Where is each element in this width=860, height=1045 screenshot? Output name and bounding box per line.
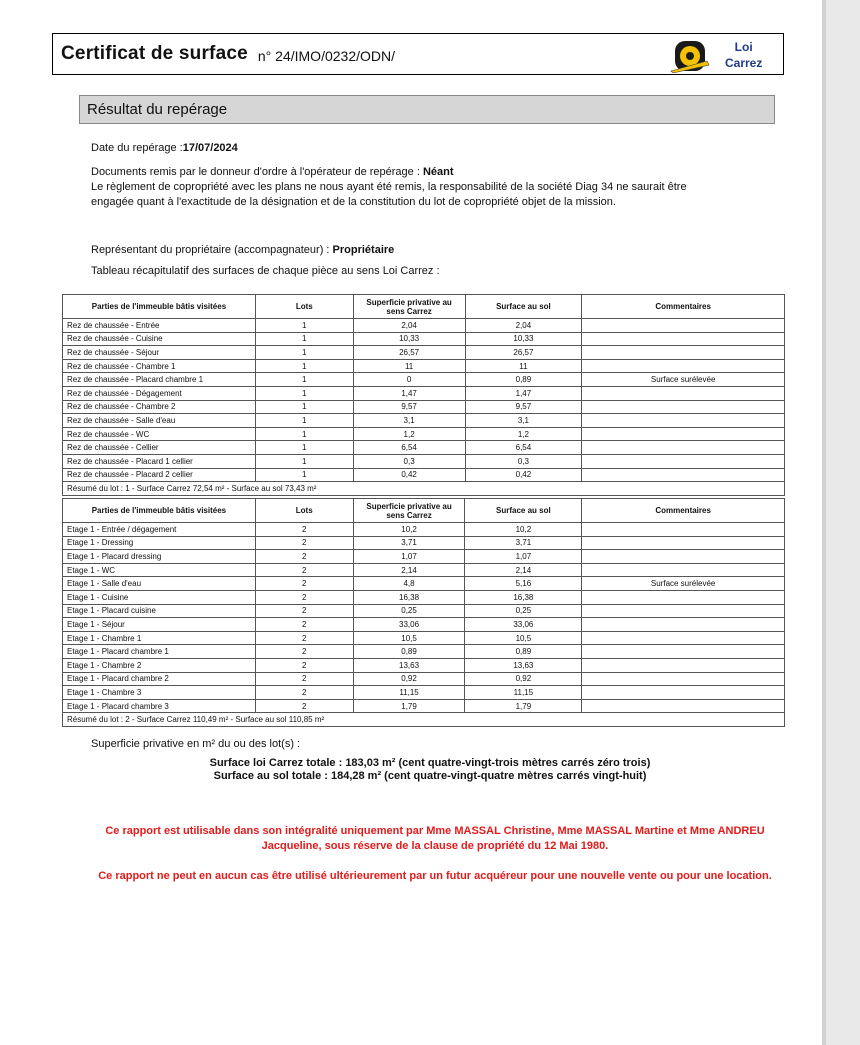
surfaces-table-lot-2 — [62, 498, 785, 727]
cell-lot: 2 — [255, 658, 353, 672]
reglement-line-1: Le règlement de copropriété avec les plans ne nous ayant été remis, la responsabilité de la société Diag 34 ne saurait être — [91, 181, 687, 193]
cell-lot: 2 — [255, 563, 353, 577]
cell-sol: 16,38 — [465, 590, 582, 604]
logo-line-1: Loi — [734, 40, 753, 54]
logo-line-2: Carrez — [725, 56, 763, 70]
cell-commentaire — [582, 454, 785, 468]
cell-sol: 1,2 — [465, 427, 582, 441]
cell-carrez: 2,14 — [353, 563, 465, 577]
table-row — [63, 319, 785, 333]
cell-lot: 2 — [255, 686, 353, 700]
cell-lot: 2 — [255, 699, 353, 713]
header-superficie-carrez: Superficie privative au sens Carrez — [353, 295, 465, 319]
cell-partie: Etage 1 - Séjour — [63, 618, 256, 632]
cell-sol: 11 — [465, 359, 582, 373]
table-row — [63, 577, 785, 591]
cell-commentaire — [582, 672, 785, 686]
cell-commentaire — [582, 550, 785, 564]
cell-carrez: 1,07 — [353, 550, 465, 564]
header-parties: Parties de l'immeuble bâtis visitées — [63, 499, 256, 523]
header-commentaires: Commentaires — [582, 499, 785, 523]
cell-carrez: 10,33 — [353, 332, 465, 346]
cell-carrez: 11 — [353, 359, 465, 373]
cell-commentaire — [582, 590, 785, 604]
cell-partie: Etage 1 - Placard cuisine — [63, 604, 256, 618]
cell-commentaire — [582, 699, 785, 713]
lot-1-summary-row — [63, 482, 785, 496]
superficie-intro: Superficie privative en m² du ou des lot(s) : — [91, 738, 301, 750]
cell-lot: 1 — [255, 414, 353, 428]
cell-commentaire: Surface surélevée — [582, 373, 785, 387]
tape-measure-icon — [669, 37, 721, 73]
table-row — [63, 468, 785, 482]
representant-label: Représentant du propriétaire (accompagnateur) : — [91, 244, 333, 256]
certificate-title: Certificat de surface — [61, 43, 248, 64]
cell-commentaire — [582, 645, 785, 659]
cell-partie: Rez de chaussée - Séjour — [63, 346, 256, 360]
cell-commentaire: Surface surélevée — [582, 577, 785, 591]
cell-commentaire — [582, 536, 785, 550]
table-row — [63, 563, 785, 577]
cell-lot: 2 — [255, 631, 353, 645]
cell-partie: Rez de chaussée - WC — [63, 427, 256, 441]
documents-paragraph — [91, 165, 687, 210]
cell-carrez: 4,8 — [353, 577, 465, 591]
cell-sol: 9,57 — [465, 400, 582, 414]
header-commentaires: Commentaires — [582, 295, 785, 319]
cell-lot: 1 — [255, 386, 353, 400]
date-value: 17/07/2024 — [182, 142, 238, 154]
cell-carrez: 13,63 — [353, 658, 465, 672]
cell-partie: Rez de chaussée - Cellier — [63, 441, 256, 455]
cell-lot: 1 — [255, 427, 353, 441]
cell-partie: Etage 1 - Dressing — [63, 536, 256, 550]
table-row — [63, 454, 785, 468]
table-row — [63, 427, 785, 441]
cell-partie: Etage 1 - Chambre 1 — [63, 631, 256, 645]
cell-sol: 11,15 — [465, 686, 582, 700]
loi-carrez-logo — [669, 37, 773, 73]
cell-commentaire — [582, 332, 785, 346]
lot-2-rows — [63, 523, 785, 713]
surfaces-table-lot-1 — [62, 294, 785, 496]
cell-carrez: 0,92 — [353, 672, 465, 686]
cell-carrez: 3,71 — [353, 536, 465, 550]
cell-partie: Rez de chaussée - Placard chambre 1 — [63, 373, 256, 387]
cell-lot: 1 — [255, 346, 353, 360]
cell-commentaire — [582, 631, 785, 645]
cell-commentaire — [582, 386, 785, 400]
cell-lot: 1 — [255, 400, 353, 414]
table-row — [63, 645, 785, 659]
cell-commentaire — [582, 427, 785, 441]
cell-carrez: 0 — [353, 373, 465, 387]
table-row — [63, 346, 785, 360]
cell-partie: Etage 1 - Placard chambre 1 — [63, 645, 256, 659]
cell-sol: 1,47 — [465, 386, 582, 400]
date-label: Date du repérage : — [91, 142, 183, 154]
certificate-header — [52, 33, 784, 75]
cell-sol: 0,89 — [465, 645, 582, 659]
cell-carrez: 10,5 — [353, 631, 465, 645]
cell-commentaire — [582, 618, 785, 632]
cell-lot: 2 — [255, 523, 353, 537]
cell-sol: 0,42 — [465, 468, 582, 482]
reglement-line-2: engagée quant à l'exactitude de la désignation et de la constitution du lot de copropriété objet de la mission. — [91, 196, 616, 208]
cell-sol: 2,04 — [465, 319, 582, 333]
cell-carrez: 1,47 — [353, 386, 465, 400]
cell-partie: Etage 1 - Salle d'eau — [63, 577, 256, 591]
cell-lot: 2 — [255, 604, 353, 618]
cell-partie: Rez de chaussée - Salle d'eau — [63, 414, 256, 428]
cell-sol: 1,79 — [465, 699, 582, 713]
cell-sol: 10,2 — [465, 523, 582, 537]
table-row — [63, 604, 785, 618]
cell-carrez: 9,57 — [353, 400, 465, 414]
cell-lot: 2 — [255, 550, 353, 564]
scrollbar-strip — [822, 0, 860, 1045]
cell-carrez: 3,1 — [353, 414, 465, 428]
cell-carrez: 10,2 — [353, 523, 465, 537]
restriction-warning: Ce rapport ne peut en aucun cas être utilisé ultérieurement par un futur acquéreur pour une nouvelle vente ou pour une location. — [98, 870, 772, 882]
cell-sol: 5,16 — [465, 577, 582, 591]
cell-partie: Etage 1 - Chambre 3 — [63, 686, 256, 700]
cell-commentaire — [582, 319, 785, 333]
table-row — [63, 672, 785, 686]
cell-sol: 13,63 — [465, 658, 582, 672]
cell-lot: 2 — [255, 577, 353, 591]
cell-lot: 1 — [255, 359, 353, 373]
lot-2-summary-row — [63, 713, 785, 727]
cell-carrez: 0,25 — [353, 604, 465, 618]
cell-partie: Rez de chaussée - Chambre 1 — [63, 359, 256, 373]
lot-1-rows — [63, 319, 785, 482]
cell-partie: Etage 1 - Entrée / dégagement — [63, 523, 256, 537]
cell-sol: 6,54 — [465, 441, 582, 455]
cell-lot: 2 — [255, 618, 353, 632]
cell-sol: 0,89 — [465, 373, 582, 387]
table-row — [63, 523, 785, 537]
cell-lot: 2 — [255, 590, 353, 604]
table-row — [63, 536, 785, 550]
cell-commentaire — [582, 563, 785, 577]
totals-block — [0, 757, 860, 783]
cell-sol: 33,06 — [465, 618, 582, 632]
cell-lot: 1 — [255, 441, 353, 455]
cell-partie: Etage 1 - Cuisine — [63, 590, 256, 604]
cell-sol: 2,14 — [465, 563, 582, 577]
cell-sol: 0,25 — [465, 604, 582, 618]
total-carrez: Surface loi Carrez totale : 183,03 m² (cent quatre-vingt-trois mètres carrés zéro trois) — [209, 757, 651, 769]
cell-sol: 10,33 — [465, 332, 582, 346]
cell-carrez: 0,89 — [353, 645, 465, 659]
table-row — [63, 686, 785, 700]
cell-carrez: 16,38 — [353, 590, 465, 604]
cell-lot: 1 — [255, 468, 353, 482]
table-header-row — [63, 295, 785, 319]
header-lots: Lots — [255, 499, 353, 523]
representant-line — [91, 243, 394, 258]
table-row — [63, 359, 785, 373]
cell-commentaire — [582, 604, 785, 618]
cell-partie: Etage 1 - WC — [63, 563, 256, 577]
cell-lot: 1 — [255, 319, 353, 333]
cell-carrez: 26,57 — [353, 346, 465, 360]
cell-lot: 2 — [255, 672, 353, 686]
table-row — [63, 332, 785, 346]
header-surface-sol: Surface au sol — [465, 295, 582, 319]
table-row — [63, 386, 785, 400]
cell-carrez: 33,06 — [353, 618, 465, 632]
cell-commentaire — [582, 359, 785, 373]
header-lots: Lots — [255, 295, 353, 319]
cell-partie: Etage 1 - Chambre 2 — [63, 658, 256, 672]
table-row — [63, 373, 785, 387]
table-row — [63, 699, 785, 713]
cell-lot: 1 — [255, 454, 353, 468]
table-row — [63, 441, 785, 455]
total-sol: Surface au sol totale : 184,28 m² (cent quatre-vingt-quatre mètres carrés vingt-huit) — [213, 770, 647, 782]
cell-partie: Etage 1 - Placard dressing — [63, 550, 256, 564]
cell-sol: 3,71 — [465, 536, 582, 550]
cell-carrez: 0,3 — [353, 454, 465, 468]
section-title: Résultat du repérage — [79, 95, 775, 124]
table-row — [63, 631, 785, 645]
cell-sol: 3,1 — [465, 414, 582, 428]
date-line — [91, 141, 238, 156]
certificate-number: n° 24/IMO/0232/ODN/ — [257, 48, 395, 64]
cell-commentaire — [582, 441, 785, 455]
table-row — [63, 618, 785, 632]
cell-carrez: 2,04 — [353, 319, 465, 333]
cell-lot: 2 — [255, 645, 353, 659]
cell-commentaire — [582, 523, 785, 537]
cell-carrez: 0,42 — [353, 468, 465, 482]
header-surface-sol: Surface au sol — [465, 499, 582, 523]
table-header-row — [63, 499, 785, 523]
cell-commentaire — [582, 468, 785, 482]
cell-lot: 2 — [255, 536, 353, 550]
cell-partie: Rez de chaussée - Placard 1 cellier — [63, 454, 256, 468]
header-parties: Parties de l'immeuble bâtis visitées — [63, 295, 256, 319]
cell-partie: Etage 1 - Placard chambre 2 — [63, 672, 256, 686]
lot-2-summary: Résumé du lot : 2 - Surface Carrez 110,49 m² - Surface au sol 110,85 m² — [63, 713, 785, 727]
cell-commentaire — [582, 414, 785, 428]
cell-lot: 1 — [255, 373, 353, 387]
table-row — [63, 590, 785, 604]
table-row — [63, 400, 785, 414]
cell-partie: Rez de chaussée - Dégagement — [63, 386, 256, 400]
cell-sol: 1,07 — [465, 550, 582, 564]
header-superficie-carrez: Superficie privative au sens Carrez — [353, 499, 465, 523]
representant-value: Propriétaire — [332, 244, 395, 256]
table-row — [63, 414, 785, 428]
usage-warning: Ce rapport est utilisable dans son intégralité uniquement par Mme MASSAL Christine, Mme MASSAL Martine et Mme ANDREU Jacqueline, sous réserve de la clause de propriété du 12 Mai 1980. — [105, 825, 765, 852]
cell-commentaire — [582, 658, 785, 672]
cell-commentaire — [582, 400, 785, 414]
tableau-label: Tableau récapitulatif des surfaces de chaque pièce au sens Loi Carrez : — [91, 265, 440, 277]
table-row — [63, 658, 785, 672]
cell-partie: Etage 1 - Placard chambre 3 — [63, 699, 256, 713]
cell-partie: Rez de chaussée - Placard 2 cellier — [63, 468, 256, 482]
cell-carrez: 6,54 — [353, 441, 465, 455]
cell-commentaire — [582, 346, 785, 360]
cell-sol: 0,3 — [465, 454, 582, 468]
cell-carrez: 1,2 — [353, 427, 465, 441]
cell-sol: 26,57 — [465, 346, 582, 360]
cell-partie: Rez de chaussée - Chambre 2 — [63, 400, 256, 414]
cell-carrez: 1,79 — [353, 699, 465, 713]
cell-lot: 1 — [255, 332, 353, 346]
cell-commentaire — [582, 686, 785, 700]
cell-carrez: 11,15 — [353, 686, 465, 700]
cell-partie: Rez de chaussée - Cuisine — [63, 332, 256, 346]
cell-sol: 0,92 — [465, 672, 582, 686]
lot-1-summary: Résumé du lot : 1 - Surface Carrez 72,54 m² - Surface au sol 73,43 m² — [63, 482, 785, 496]
cell-sol: 10,5 — [465, 631, 582, 645]
cell-partie: Rez de chaussée - Entrée — [63, 319, 256, 333]
table-row — [63, 550, 785, 564]
docs-value: Néant — [422, 166, 454, 178]
docs-label: Documents remis par le donneur d'ordre à l'opérateur de repérage : — [91, 166, 423, 178]
